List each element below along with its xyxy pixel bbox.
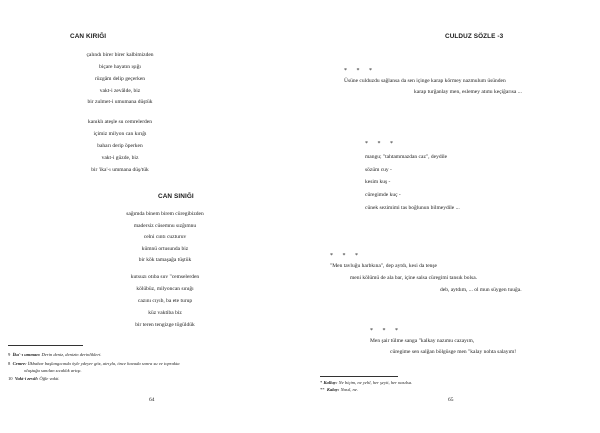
poem-line: meni kölümü de ala bar, içine salsa cüregimi tansık bolsa. — [350, 275, 478, 281]
poem-line: "Men tavluğu harbkına", dep aytdı, kesi da tenşe — [330, 263, 437, 269]
poem-title: CULDUZ SÖZLE -3 — [445, 33, 504, 40]
poem1-line: biçare hayatın ışığı — [99, 64, 141, 70]
poem-line: deb, aytdım, ... ol mun süygen tuuğa. — [440, 287, 522, 293]
footnote-continuation: oluştuğu sanılan sıcaklık artışı. — [24, 368, 82, 373]
footnote-separator — [8, 345, 83, 346]
footnote: ** Kalay: Nasıl, ne. — [320, 387, 359, 392]
footnote: * Kalluy: Ne biçim, ne yehl, her şeyit, her nasılsa. — [320, 380, 413, 385]
poem2-line: kölübüz, milyoncan sınığı — [136, 286, 194, 292]
poem2-line: celni cıntı cuzturuv — [143, 234, 187, 240]
poem1-line: rüzgâm delip geçerken — [94, 76, 146, 82]
poem-line: sözüm cuy - — [365, 167, 392, 173]
poem-line: kesim kuş - — [365, 179, 391, 185]
section-separator: * * * — [344, 68, 376, 74]
right-page — [300, 0, 600, 433]
poem1-line: bir zulmet-i umumana düştük — [87, 99, 153, 105]
section-separator: * * * — [370, 328, 402, 334]
poem2-title: CAN SINIĞI — [158, 193, 194, 200]
poem1-line: bir 'ika'-ı ummana düş/tük — [91, 167, 149, 173]
page-number: 65 — [448, 397, 454, 403]
poem2-line: kümnü ortusunda biz — [141, 246, 189, 252]
poem2-line: kutsuzı otıba suv "cemselerden — [130, 274, 200, 280]
page-number: 64 — [149, 397, 155, 403]
poem-line: cüregime sen salğan bölgüsge men "kalay nohta salayım! — [390, 349, 517, 355]
poem-line: cüregimde kuç - — [365, 192, 401, 198]
poem-line: mangu; "tahtammazdan caz", deydile — [365, 154, 448, 160]
poem1-line: çalındı birer birer kalbimizden — [86, 52, 154, 58]
poem1-title: CAN KIRIĞI — [70, 33, 107, 40]
poem-line: Üsüne culduzdu sağlansa da sen içinge karap körmey nazmulum üsünden — [344, 78, 506, 84]
poem1-line: içimiz milyon can kırığı — [93, 131, 147, 137]
footnote: 9 İka'-ı umman: Derin deniz, denizin derinlikleri. — [8, 352, 102, 357]
poem1-line: vakt-i güzde, biz — [101, 155, 139, 161]
footnote-separator — [320, 376, 398, 377]
poem2-line: bir kök tamaşağa tüştük — [138, 257, 192, 263]
poem2-line: cazını cıyıb, ba ete turup — [137, 298, 193, 304]
poem2-line: sağımda binem birem cüregibizden — [126, 211, 204, 217]
poem1-line: vakt-i zevâlde, biz — [99, 88, 141, 94]
poem2-line: madersiz cüsemnu sızğımnu — [133, 223, 197, 229]
poem-line: cünek sezimimi tas boğlunun bilmeydile ... — [365, 205, 460, 211]
poem2-line: küz vaktiba biz — [148, 310, 182, 316]
section-separator: * * * — [365, 141, 397, 147]
section-separator: * * * — [330, 253, 362, 259]
poem1-line: baharı derip öperken — [97, 143, 143, 149]
footnote: 8 Cemre: İlkbahar başlangıcında öyle ydeyer göz, atrıyla, önce havada sonra su ve toprakta — [8, 361, 180, 366]
poem1-line: kanıklı ateşle su cemrelerden — [88, 119, 152, 125]
poem2-line: bir teren tengizge tögüldük — [135, 322, 195, 328]
poem-line: karap turğanlay men, eslemey atımı keçiğarısa ... — [414, 89, 522, 95]
footnote: 10 Vakt-i zevâl: Öğle vakti. — [8, 376, 60, 381]
poem-line: Men şair tülme sanga "kalkay nazımu cazayım, — [370, 338, 475, 344]
